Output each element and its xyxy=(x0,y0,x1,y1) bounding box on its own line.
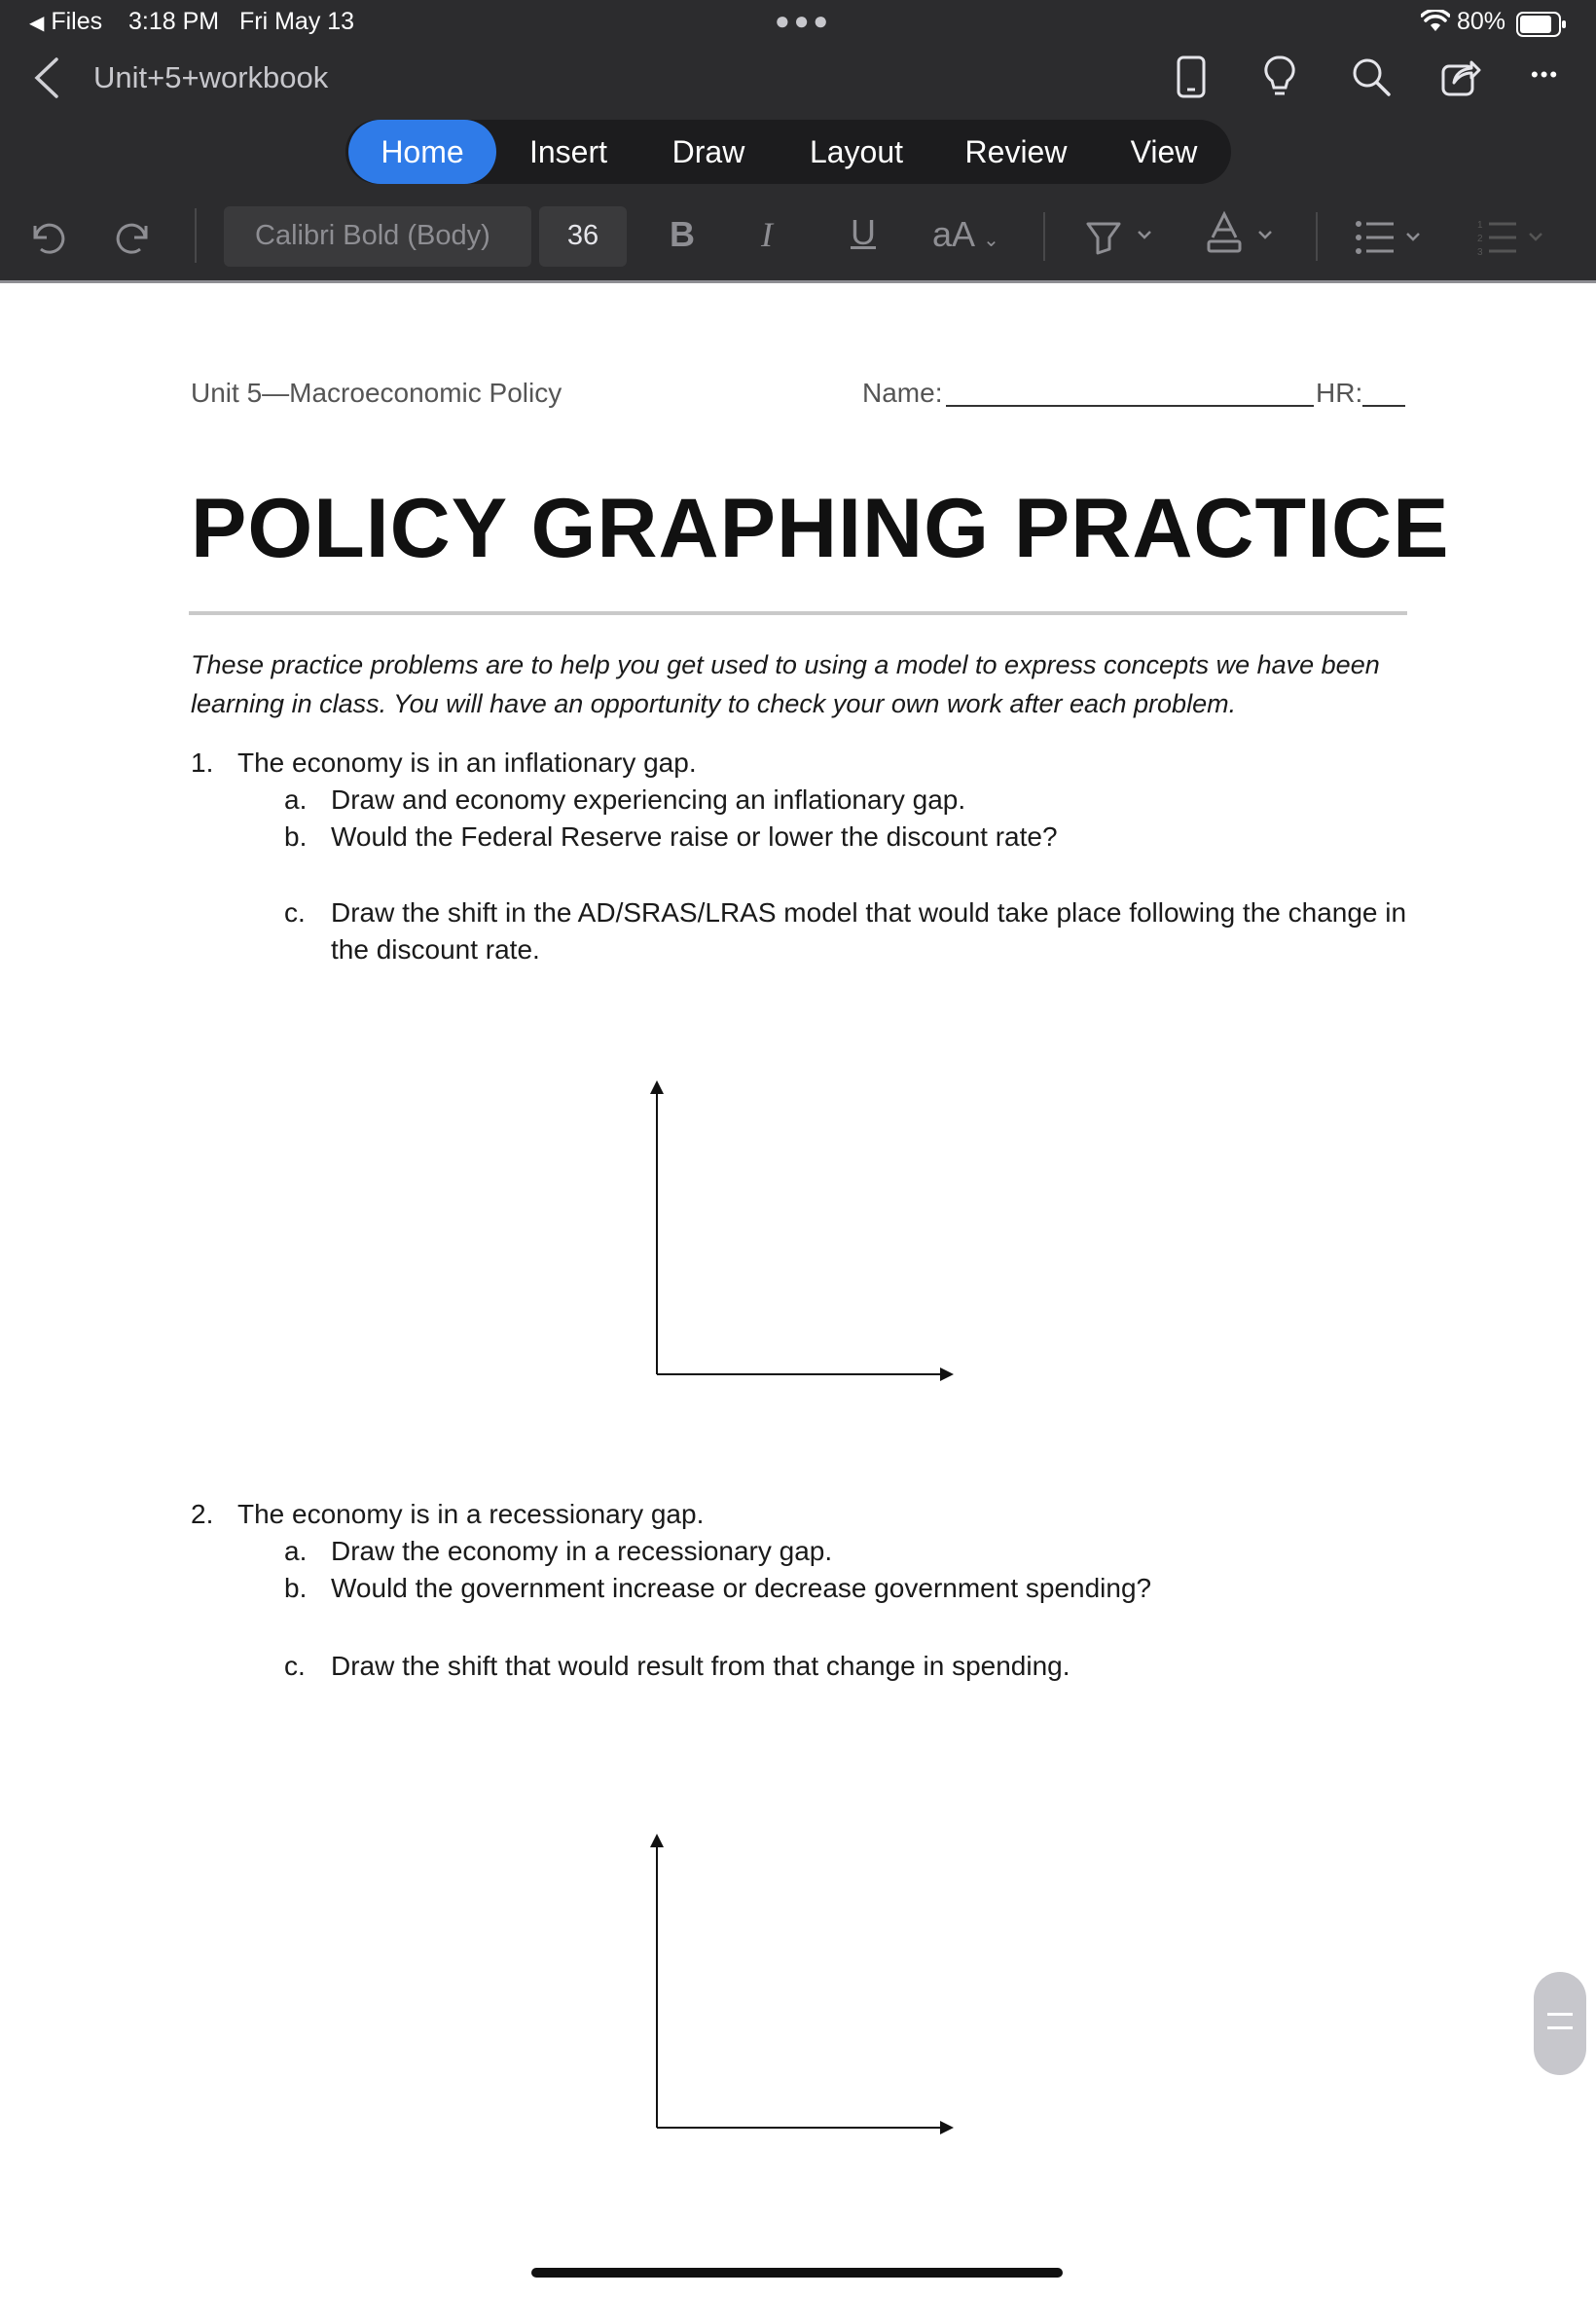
italic-button[interactable]: I xyxy=(761,215,773,254)
graph-axes-2 xyxy=(642,1832,963,2144)
tab-home[interactable]: Home xyxy=(348,120,496,184)
wifi-icon xyxy=(1421,10,1450,38)
q1a-text: Draw and economy experiencing an inflationary gap. xyxy=(331,784,966,815)
undo-icon[interactable] xyxy=(27,216,66,260)
q1-text: The economy is in an inflationary gap. xyxy=(237,747,697,778)
search-icon[interactable] xyxy=(1351,56,1392,102)
back-app-label: Files xyxy=(51,8,103,35)
q1b-label: b. xyxy=(284,821,308,852)
intro-line-1: These practice problems are to help you get used to using a model to express concepts we have been xyxy=(191,650,1380,679)
q1b-text: Would the Federal Reserve raise or lower the discount rate? xyxy=(331,821,1058,852)
tab-review[interactable]: Review xyxy=(964,134,1068,169)
font-name-field[interactable] xyxy=(224,206,531,267)
q1c-text-line-2: the discount rate. xyxy=(331,934,540,965)
redo-icon[interactable] xyxy=(115,216,154,260)
back-to-files-link[interactable] xyxy=(29,8,102,36)
lightbulb-icon[interactable] xyxy=(1263,55,1296,104)
text-size-button[interactable] xyxy=(932,214,999,255)
q2c-text: Draw the shift that would result from that change in spending. xyxy=(331,1651,1070,1681)
document-title: Unit+5+workbook xyxy=(93,60,329,94)
graph-axes-1 xyxy=(642,1078,963,1391)
highlight-icon[interactable] xyxy=(1084,216,1154,262)
name-label: Name: xyxy=(862,378,943,408)
back-triangle-icon: ◀ xyxy=(29,13,45,34)
status-time: 3:18 PM xyxy=(128,8,220,35)
font-size-value: 36 xyxy=(566,220,599,251)
tab-layout[interactable]: Layout xyxy=(809,134,904,169)
underline-button[interactable]: U xyxy=(851,212,876,252)
q2b-label: b. xyxy=(284,1573,308,1603)
q1c-text-line-1: Draw the shift in the AD/SRAS/LRAS model that would take place following the change in xyxy=(331,897,1407,928)
page-title: POLICY GRAPHING PRACTICE xyxy=(191,482,1450,575)
font-size-field[interactable] xyxy=(539,206,627,267)
status-date: Fri May 13 xyxy=(239,8,355,35)
home-indicator[interactable] xyxy=(531,2268,1063,2278)
tab-insert[interactable]: Insert xyxy=(528,134,608,169)
toolbar-divider xyxy=(1316,212,1318,261)
q1a-label: a. xyxy=(284,784,308,815)
q2b-text: Would the government increase or decrease government spending? xyxy=(331,1573,1152,1603)
title-rule xyxy=(189,611,1407,615)
hr-label: HR: xyxy=(1316,378,1363,408)
bold-button[interactable]: B xyxy=(670,214,695,254)
battery-percent: 80% xyxy=(1457,8,1506,35)
q1c-label: c. xyxy=(284,897,306,928)
q2a-text: Draw the economy in a recessionary gap. xyxy=(331,1536,833,1566)
share-icon[interactable] xyxy=(1440,56,1481,102)
q2a-label: a. xyxy=(284,1536,308,1566)
q2-number: 2. xyxy=(191,1499,214,1529)
chevron-down-icon: ⌄ xyxy=(983,230,999,251)
scroll-handle-grip xyxy=(1547,2013,1573,2016)
name-blank-line[interactable] xyxy=(946,405,1314,407)
hr-blank-line[interactable] xyxy=(1362,405,1405,407)
svg-text:2: 2 xyxy=(1477,234,1483,244)
numbered-list-icon[interactable] xyxy=(1477,218,1547,262)
bullet-list-icon[interactable] xyxy=(1355,218,1425,262)
more-options-icon[interactable]: ••• xyxy=(1531,62,1560,87)
phone-layout-icon[interactable] xyxy=(1176,55,1207,104)
toolbar-divider xyxy=(1043,212,1045,261)
scroll-handle[interactable] xyxy=(1534,1972,1586,2075)
intro-line-2: learning in class. You will have an opportunity to check your own work after each problem. xyxy=(191,689,1237,718)
svg-text:3: 3 xyxy=(1477,247,1483,257)
multitasking-dots-icon[interactable]: ●●● xyxy=(775,6,833,35)
font-name-value: Calibri Bold (Body) xyxy=(255,220,490,251)
tab-draw[interactable]: Draw xyxy=(671,134,745,169)
battery-icon xyxy=(1516,12,1567,42)
svg-text:1: 1 xyxy=(1477,220,1483,231)
header-unit-label: Unit 5—Macroeconomic Policy xyxy=(191,378,562,408)
toolbar-divider xyxy=(195,208,197,263)
font-color-icon[interactable] xyxy=(1205,210,1275,262)
text-size-label: aA xyxy=(932,214,974,254)
q2-text: The economy is in a recessionary gap. xyxy=(237,1499,705,1529)
back-chevron-icon[interactable] xyxy=(33,56,60,104)
q1-number: 1. xyxy=(191,747,214,778)
scroll-handle-grip xyxy=(1547,2026,1573,2029)
tab-view[interactable]: View xyxy=(1130,134,1198,169)
q2c-label: c. xyxy=(284,1651,306,1681)
